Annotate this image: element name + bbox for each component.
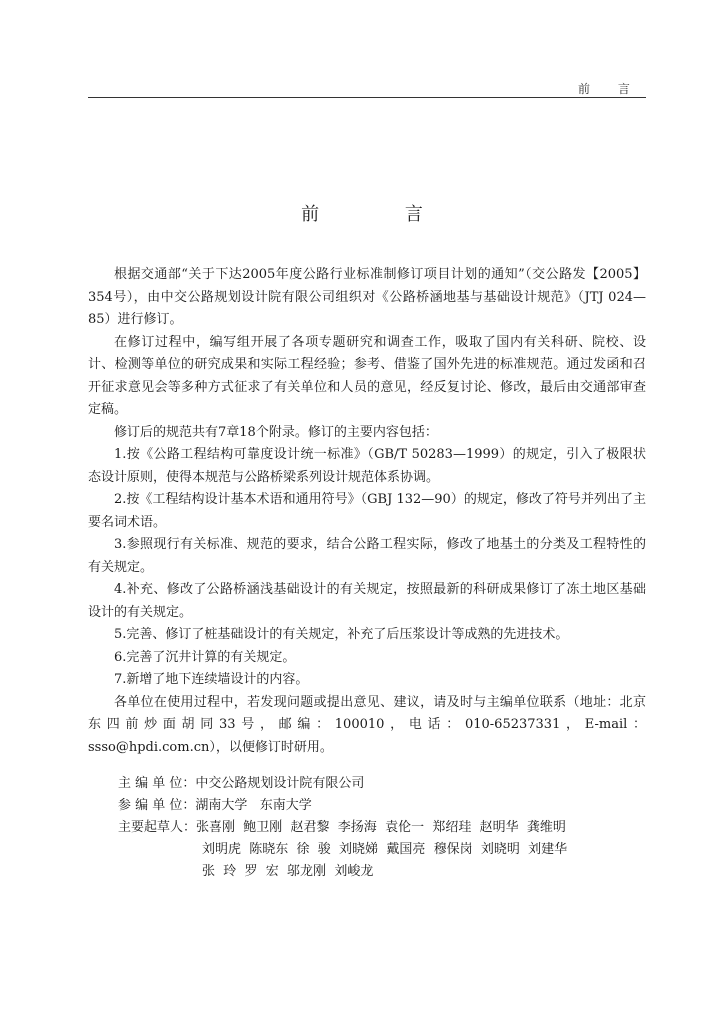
- drafters-names: 张喜刚 鲍卫刚 赵君黎 李扬海 袁伦一 郑绍珪 赵明华 龚维明: [196, 820, 566, 835]
- running-header-label: 前 言: [578, 82, 642, 96]
- drafters-names: 刘明虎 陈晓东 徐 骏 刘晓娣 戴国亮 穆保岗 刘晓明 刘建华: [202, 842, 568, 857]
- page-title: 前 言: [301, 204, 463, 225]
- preface-body: [88, 264, 646, 759]
- drafters-names: 张 玲 罗 宏 邬龙刚 刘峻龙: [202, 864, 374, 879]
- header-rule: [88, 97, 646, 98]
- chief-editor-row: [118, 773, 658, 795]
- paragraph: 各单位在使用过程中，若发现问题或提出意见、建议，请及时与主编单位联系（地址：北京东四前炒面胡同33号，邮编：100010，电话：010-65237331，E-mail：ssso@hpdi.com.cn），以便修订时研用。: [88, 694, 646, 755]
- paragraph: 根据交通部“关于下达2005年度公路行业标准制修订项目计划的通知”（交公路发【2005】354号），由中交公路规划设计院有限公司组织对《公路桥涵地基与基础设计规范》（JTJ 024—85）进行修订。: [88, 267, 646, 327]
- drafters-row: [118, 817, 658, 839]
- paragraph: 1.按《公路工程结构可靠度设计统一标准》（GB/T 50283—1999）的规定，引入了极限状态设计原则，使得本规范与公路桥梁系列设计规范体系协调。: [88, 447, 646, 485]
- participating-units-value: 湖南大学 东南大学: [195, 798, 312, 813]
- paragraph: 6.完善了沉井计算的有关规定。: [114, 649, 296, 665]
- paragraph: 5.完善、修订了桩基础设计的有关规定，补充了后压浆设计等成熟的先进技术。: [114, 627, 569, 642]
- participating-units-label: 参 编 单 位：: [118, 798, 196, 813]
- credits-block: [118, 773, 658, 883]
- chief-editor-value: 中交公路规划设计院有限公司: [195, 776, 365, 791]
- paragraph: 2.按《工程结构设计基本术语和通用符号》（GBJ 132—90）的规定，修改了符号并列出了主要名词术语。: [88, 492, 646, 530]
- paragraph: 3.参照现行有关标准、规范的要求，结合公路工程实际，修改了地基土的分类及工程特性的有关规定。: [88, 537, 646, 575]
- chief-editor-label: 主 编 单 位：: [118, 776, 196, 791]
- drafters-label: 主要起草人：: [118, 820, 197, 835]
- paragraph: 4.补充、修改了公路桥涵浅基础设计的有关规定，按照最新的科研成果修订了冻土地区基础设计的有关规定。: [88, 582, 646, 620]
- participating-units-row: [118, 795, 658, 817]
- paragraph: 7.新增了地下连续墙设计的内容。: [114, 672, 309, 687]
- paragraph: 修订后的规范共有7章18个附录。修订的主要内容包括：: [114, 424, 438, 440]
- paragraph: 在修订过程中，编写组开展了各项专题研究和调查工作，吸取了国内有关科研、院校、设计、检测等单位的研究成果和实际工程经验；参考、借鉴了国外先进的标准规范。通过发函和召开征求意见会等多种方式征求了有关单位和人员的意见，经反复讨论、修改，最后由交通部审查定稿。: [88, 334, 646, 417]
